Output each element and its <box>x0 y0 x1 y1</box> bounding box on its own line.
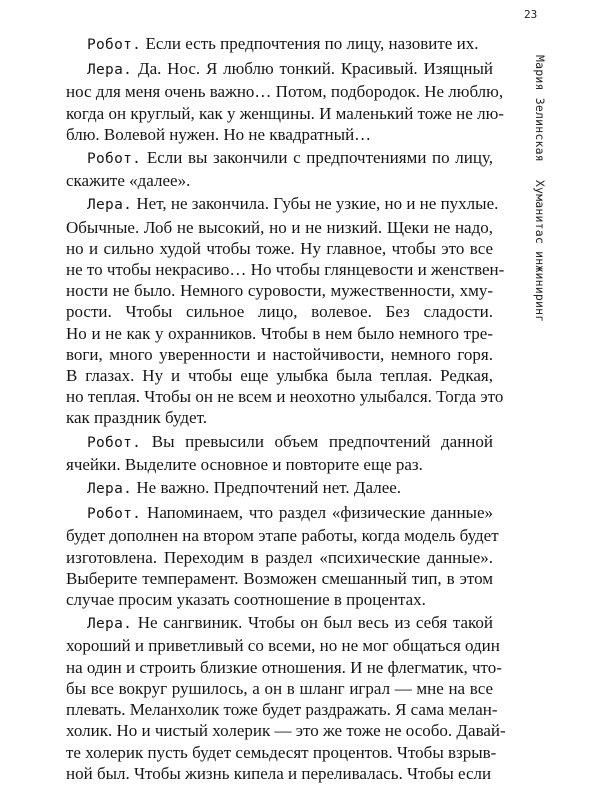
speaker-name: Лера. <box>87 481 133 498</box>
dialogue-paragraph <box>66 502 499 610</box>
text-line <box>66 170 493 191</box>
page-number: 23 <box>524 8 538 21</box>
dialogue-paragraph <box>66 33 493 56</box>
line-text: бы все вокруг рушилось, а он в шланг играл — мне на все <box>66 678 493 698</box>
text-line <box>66 568 493 589</box>
speaker-name: Робот. <box>87 434 142 451</box>
line-text: будет дополнен на втором этапе работы, когда модель будет <box>66 526 499 546</box>
speaker-name: Лера. <box>87 616 133 633</box>
line-text: но и сильно худой чтобы тоже. Ну главное, чтобы это все <box>66 238 493 258</box>
dialogue-paragraph <box>66 431 493 475</box>
text-line <box>66 477 493 500</box>
text-line <box>66 657 502 678</box>
dialogue-paragraph <box>66 612 506 784</box>
line-text: те холерик пусть будет семьдесят процентов. Чтобы взрыв- <box>66 742 497 762</box>
line-text: случае просим указать соотношение в процентах. <box>66 590 426 610</box>
line-text: хороший и приветливый со всеми, но не мог общаться один <box>66 636 500 656</box>
line-text: ной был. Чтобы жизнь кипела и переливалась. Чтобы если <box>66 763 492 783</box>
speaker-name: Лера. <box>87 197 133 214</box>
text-line <box>66 238 493 259</box>
line-text: Обычные. Лоб не высокий, но и не низкий. Щеки не надо, <box>66 217 493 237</box>
speaker-name: Робот. <box>87 37 142 53</box>
text-line <box>66 612 493 635</box>
text-line <box>66 742 497 763</box>
line-text: но теплая. Чтобы он не всем и неохотно улыбался. Тогда это <box>66 387 504 407</box>
running-head-title: Хуманитас инжиниринг <box>533 179 547 323</box>
text-line <box>66 407 493 428</box>
text-line <box>66 386 504 407</box>
text-line <box>66 678 493 699</box>
line-text: В глазах. Ну и чтобы еще улыбка была теплая. Редкая, <box>66 366 493 386</box>
line-text: Но и не как у охранников. Чтобы в нем было немного тре- <box>66 323 493 343</box>
line-text: Напоминаем, что раздел «физические данные» <box>147 503 494 523</box>
running-head-author: Мария Зелинская <box>533 55 547 162</box>
text-line <box>66 259 505 280</box>
line-text: рости. Чтобы сильное лицо, волевое. Без сладости. <box>66 302 493 322</box>
line-text: Если есть предпочтения по лицу, назовите их. <box>145 34 479 53</box>
line-text: Вы превысили объем предпочтений данной <box>151 431 493 451</box>
dialogue-paragraph <box>66 147 493 191</box>
dialogue-paragraph <box>66 193 505 428</box>
line-text: Если вы закончили с предпочтениями по лицу, <box>146 148 493 168</box>
text-line <box>66 431 493 454</box>
line-text: не то чтобы некрасиво… Но чтобы глянцевости и женствен- <box>66 260 505 280</box>
line-text: плевать. Меланхолик тоже будет раздражать. Я сама мелан- <box>66 700 498 720</box>
speaker-name: Робот. <box>87 506 142 523</box>
line-text: на один и строить близкие отношения. И не флегматик, что- <box>66 657 502 677</box>
line-text: как праздник будет. <box>66 408 207 428</box>
text-line <box>66 81 504 102</box>
text-line <box>66 720 506 741</box>
dialogue-paragraph <box>66 477 493 500</box>
text-line <box>66 124 493 145</box>
line-text: холик. Но и чистый холерик — это же тоже не особо. Давай- <box>66 721 506 741</box>
line-text: нос для меня очень важно… Потом, подбородок. Не люблю, <box>66 82 504 102</box>
text-line <box>66 193 499 216</box>
text-line <box>66 147 493 170</box>
line-text: скажите «далее». <box>66 171 191 191</box>
text-line <box>66 217 493 238</box>
text-line <box>66 502 493 525</box>
text-line <box>66 344 493 365</box>
line-text: изготовлена. Переходим в раздел «психические данные». <box>66 547 493 567</box>
line-text: блю. Волевой нужен. Но не квадратный… <box>66 124 372 144</box>
line-text: ячейки. Выделите основное и повторите еще раз. <box>66 454 423 474</box>
text-line <box>66 103 504 124</box>
text-line <box>66 525 499 546</box>
text-line <box>66 763 493 784</box>
text-line <box>66 323 493 344</box>
speaker-name: Лера. <box>87 62 133 79</box>
text-line <box>66 699 498 720</box>
dialogue-paragraph <box>66 58 504 145</box>
line-text: Выберите темперамент. Возможен смешанный тип, в этом <box>66 568 493 588</box>
line-text: Не важно. Предпочтений нет. Далее. <box>136 478 402 498</box>
line-text: ности не было. Немного суровости, мужественности, хму- <box>66 281 493 301</box>
running-head <box>533 55 547 322</box>
line-text: воги, много уверенности и настойчивости, немного горя. <box>66 344 493 364</box>
text-line <box>66 365 493 386</box>
text-line <box>66 635 500 656</box>
line-text: Да. Нос. Я люблю тонкий. Красивый. Изящный <box>137 59 493 79</box>
text-line <box>66 454 493 475</box>
text-line <box>66 301 493 322</box>
text-line <box>66 33 493 56</box>
line-text: когда он круглый, как у женщины. И маленький тоже не лю- <box>66 103 504 123</box>
text-line <box>66 58 493 81</box>
text-line <box>66 547 493 568</box>
body-text <box>66 33 506 786</box>
line-text: Нет, не закончила. Губы не узкие, но и не пухлые. <box>136 194 499 214</box>
speaker-name: Робот. <box>87 151 142 168</box>
text-line <box>66 589 493 610</box>
line-text: Не сангвиник. Чтобы он был весь из себя такой <box>137 613 493 633</box>
text-line <box>66 280 493 301</box>
